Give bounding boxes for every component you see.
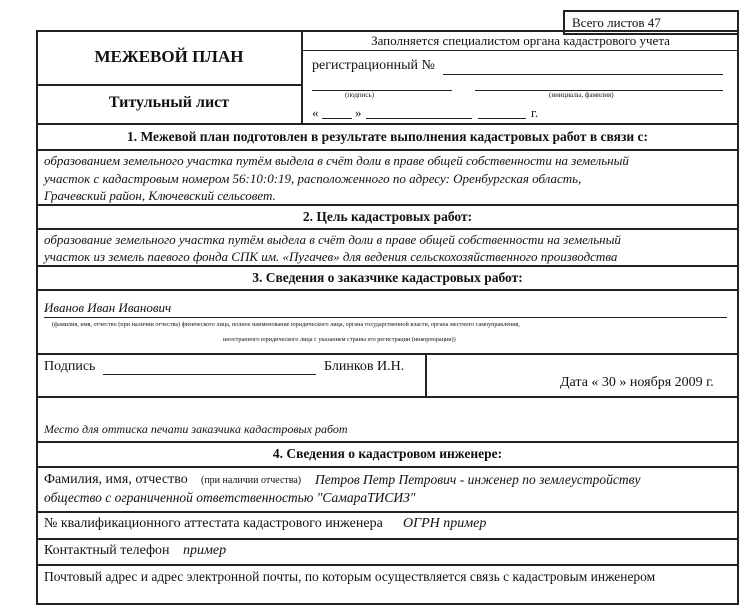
customer-caption-2: иностранного юридического лица с указанием страны его регистрации (инкорпорации)) bbox=[223, 336, 456, 343]
stamp-row-top bbox=[36, 396, 739, 398]
section1-heading: 1. Межевой план подготовлен в результате выполнения кадастровых работ в связи с: bbox=[126, 129, 649, 144]
section3-top bbox=[36, 265, 739, 267]
phone-value: пример bbox=[183, 543, 227, 558]
postal-row-top bbox=[36, 564, 739, 566]
registry-number-line bbox=[443, 74, 723, 75]
signature-row-divider bbox=[425, 353, 427, 397]
signature-row-top bbox=[36, 353, 739, 355]
registry-name-caption: (инициалы, фамилия) bbox=[549, 91, 614, 99]
phone-label: Контактный телефон bbox=[44, 543, 170, 558]
section2-line-2: участок из земель паевого фонда СПК им. «Пугачев» для ведения сельскохозяйственного производства bbox=[44, 249, 618, 264]
phone-row-top bbox=[36, 538, 739, 540]
section1-top bbox=[36, 123, 739, 125]
registry-header: Заполняется специалистом органа кадастрового учета bbox=[371, 33, 670, 48]
registry-year-suffix: г. bbox=[531, 105, 539, 120]
registry-year-line bbox=[478, 118, 526, 119]
signature-line bbox=[103, 374, 316, 375]
customer-name: Иванов Иван Иванович bbox=[44, 300, 172, 315]
section3-heading: 3. Сведения о заказчике кадастровых работ: bbox=[252, 270, 523, 285]
registry-signature-caption: (подпись) bbox=[345, 91, 375, 99]
section2-heading: 2. Цель кадастровых работ: bbox=[302, 209, 473, 224]
section4-heading: 4. Сведения о кадастровом инженере: bbox=[272, 446, 503, 461]
registry-day-line bbox=[322, 118, 352, 119]
section2-top bbox=[36, 204, 739, 206]
signature-label: Подпись bbox=[44, 359, 96, 374]
section1-line-1: образованием земельного участка путём выдела в счёт доли в праве общей собственности на земельный bbox=[44, 153, 629, 168]
customer-caption-1: (фамилия, имя, отчество (при наличии отчества) физического лица, полное наименование юридического лица, органа государственной власти, органа местного самоуправления, bbox=[52, 321, 520, 328]
postal-label: Почтовый адрес и адрес электронной почты, по которым осуществляется связь с кадастровым инженером bbox=[44, 569, 656, 584]
stamp-place: Место для оттиска печати заказчика кадастровых работ bbox=[44, 422, 348, 436]
header-left-split bbox=[36, 84, 302, 86]
engineer-fio-value-2: общество с ограниченной ответственностью "СамараТИСИЗ" bbox=[44, 490, 416, 505]
engineer-fio-value-1: Петров Петр Петрович - инженер по землеустройству bbox=[315, 472, 641, 487]
registry-date-open: « bbox=[312, 105, 319, 120]
registry-date-close: » bbox=[355, 105, 362, 120]
signer-name: Блинков И.Н. bbox=[324, 359, 405, 374]
section2-heading-line bbox=[36, 228, 739, 230]
section3-heading-line bbox=[36, 289, 739, 291]
registry-header-line bbox=[302, 50, 739, 51]
section2-line-1: образование земельного участка путём выдела в счёт доли в праве общей собственности на земельный bbox=[44, 232, 621, 247]
engineer-fio-note: (при наличии отчества) bbox=[201, 475, 302, 486]
section1-line-2: участок с кадастровым номером 56:10:0:19, расположенного по адресу: Оренбургская область, bbox=[44, 171, 582, 186]
sheets-total: Всего листов 47 bbox=[572, 15, 661, 30]
cert-row-top bbox=[36, 511, 739, 513]
customer-date: Дата « 30 » ноября 2009 г. bbox=[560, 375, 714, 390]
section1-heading-line bbox=[36, 149, 739, 151]
cert-value: ОГРН пример bbox=[403, 516, 487, 531]
engineer-fio-label: Фамилия, имя, отчество bbox=[44, 472, 188, 487]
customer-name-line bbox=[44, 317, 727, 318]
section4-heading-line bbox=[36, 466, 739, 468]
registry-number-label: регистрационный № bbox=[312, 58, 435, 73]
registry-month-line bbox=[366, 118, 472, 119]
section4-top bbox=[36, 441, 739, 443]
section1-line-3: Грачевский район, Ключевский сельсовет. bbox=[44, 188, 276, 203]
document-title: МЕЖЕВОЙ ПЛАН bbox=[94, 47, 244, 66]
cert-label: № квалификационного аттестата кадастрового инженера bbox=[44, 516, 383, 531]
registry-signature-line bbox=[312, 90, 452, 91]
document-subtitle: Титульный лист bbox=[108, 94, 230, 111]
